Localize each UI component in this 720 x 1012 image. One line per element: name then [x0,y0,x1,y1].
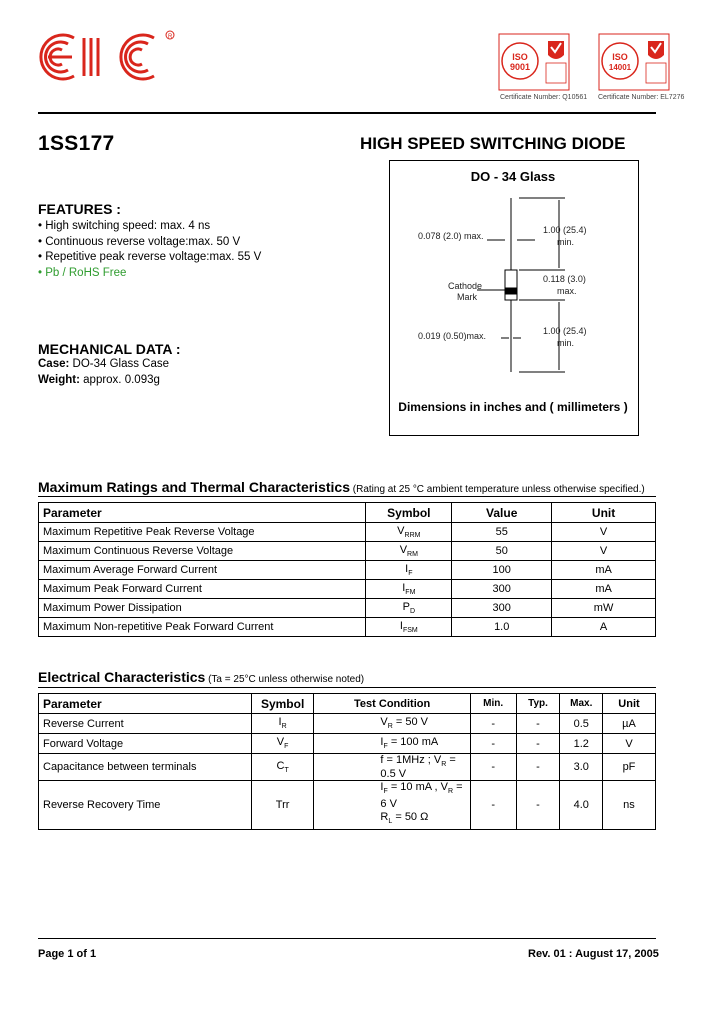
mechanical-case: Case: DO-34 Glass Case [38,358,170,370]
table-row: Capacitance between terminals $C_T$ f = 1MHz ; $V_R = 0.5$ V - - 3.0 pF [39,754,656,781]
footer-divider [38,938,656,939]
page-number: Page 1 of 1 [38,948,97,960]
svg-text:9001: 9001 [509,62,531,72]
device-description: HIGH SPEED SWITCHING DIODE [360,134,626,153]
electrical-table [38,693,656,830]
iso9001-certificate-badge [498,33,570,91]
svg-text:14001: 14001 [608,63,632,72]
max-ratings-heading: Maximum Ratings and Thermal Characteristics (Rating at 25 °C ambient temperature unless otherwise specified.) [38,479,645,495]
electrical-divider [38,687,656,688]
eic-logo [30,26,180,86]
iso14001-certificate-badge [598,33,670,91]
dim-body-length: 0.118 (3.0) [543,274,586,284]
feature-item: • High switching speed: max. 4 ns [38,220,211,232]
table-row: Maximum Continuous Reverse Voltage $V_{RM}$ 50 V [39,542,656,561]
feature-item-rohs: • Pb / RoHS Free [38,266,127,279]
dim-bottom-lead-min: min. [557,338,575,348]
table-row: Maximum Power Dissipation $P_D$ 300 mW [39,599,656,618]
feature-item: • Continuous reverse voltage:max. 50 V [38,235,241,248]
certificate-number-14001: Certificate Number: EL7276 [598,94,685,101]
dim-wire-diameter: 0.019 (0.50)max. [418,331,487,341]
table-row: Maximum Average Forward Current $I_F$ 100 mA [39,561,656,580]
header-divider [38,112,656,114]
table-header-row: Parameter Symbol Test Condition Min. Typ. Max. Unit [39,694,656,714]
table-header-row [39,503,656,523]
max-ratings-table [38,502,656,637]
dim-body-max: max. [557,286,577,296]
dim-lead-diameter: 0.078 (2.0) max. [418,231,484,241]
feature-item: • Repetitive peak reverse voltage:max. 55 V [38,251,262,263]
certificate-number-9001: Certificate Number: Q10561 [500,94,588,101]
features-list [38,219,261,281]
mechanical-heading: MECHANICAL DATA : [38,341,181,357]
col-parameter: Parameter [39,503,366,523]
table-row: Maximum Repetitive Peak Reverse Voltage $V_{RRM}$ 55 V [39,523,656,542]
col-value: Value [452,503,552,523]
dim-bottom-lead-length: 1.00 (25.4) [543,326,587,336]
revision-date: Rev. 01 : August 17, 2005 [528,948,659,960]
max-ratings-divider [38,496,656,497]
table-row: Reverse Recovery Time Trr $I_F = 10$ mA , $V_R = 6$ V $R_L = 50$ Ω - - 4.0 ns [39,781,656,829]
svg-text:R: R [168,34,173,40]
dim-top-lead-min: min. [557,237,575,247]
svg-text:ISO: ISO [612,52,628,62]
package-dimension-caption: Dimensions in inches and ( millimeters ) [398,400,628,414]
table-row: Forward Voltage $V_F$ $I_F = 100$ mA - - 1.2 V [39,734,656,754]
electrical-heading: Electrical Characteristics (Ta = 25°C unless otherwise noted) [38,669,365,685]
cathode-mark-label: Cathode [448,281,483,291]
svg-text:ISO: ISO [512,52,528,62]
mechanical-weight: Weight: approx. 0.093g [38,374,160,386]
dim-top-lead-length: 1.00 (25.4) [543,225,587,235]
package-title: DO - 34 Glass [470,169,556,184]
features-heading: FEATURES : [38,201,121,217]
table-row: Maximum Peak Forward Current $I_{FM}$ 300 mA [39,580,656,599]
package-drawing [389,160,637,434]
table-row: Reverse Current $I_R$ $V_R = 50$ V - - 0.5 µA [39,714,656,734]
cathode-mark-label-2: Mark [457,292,477,302]
col-symbol: Symbol [366,503,452,523]
table-row: Maximum Non-repetitive Peak Forward Current $I_{FSM}$ 1.0 A [39,618,656,637]
part-number: 1SS177 [38,132,115,155]
col-unit: Unit [552,503,656,523]
